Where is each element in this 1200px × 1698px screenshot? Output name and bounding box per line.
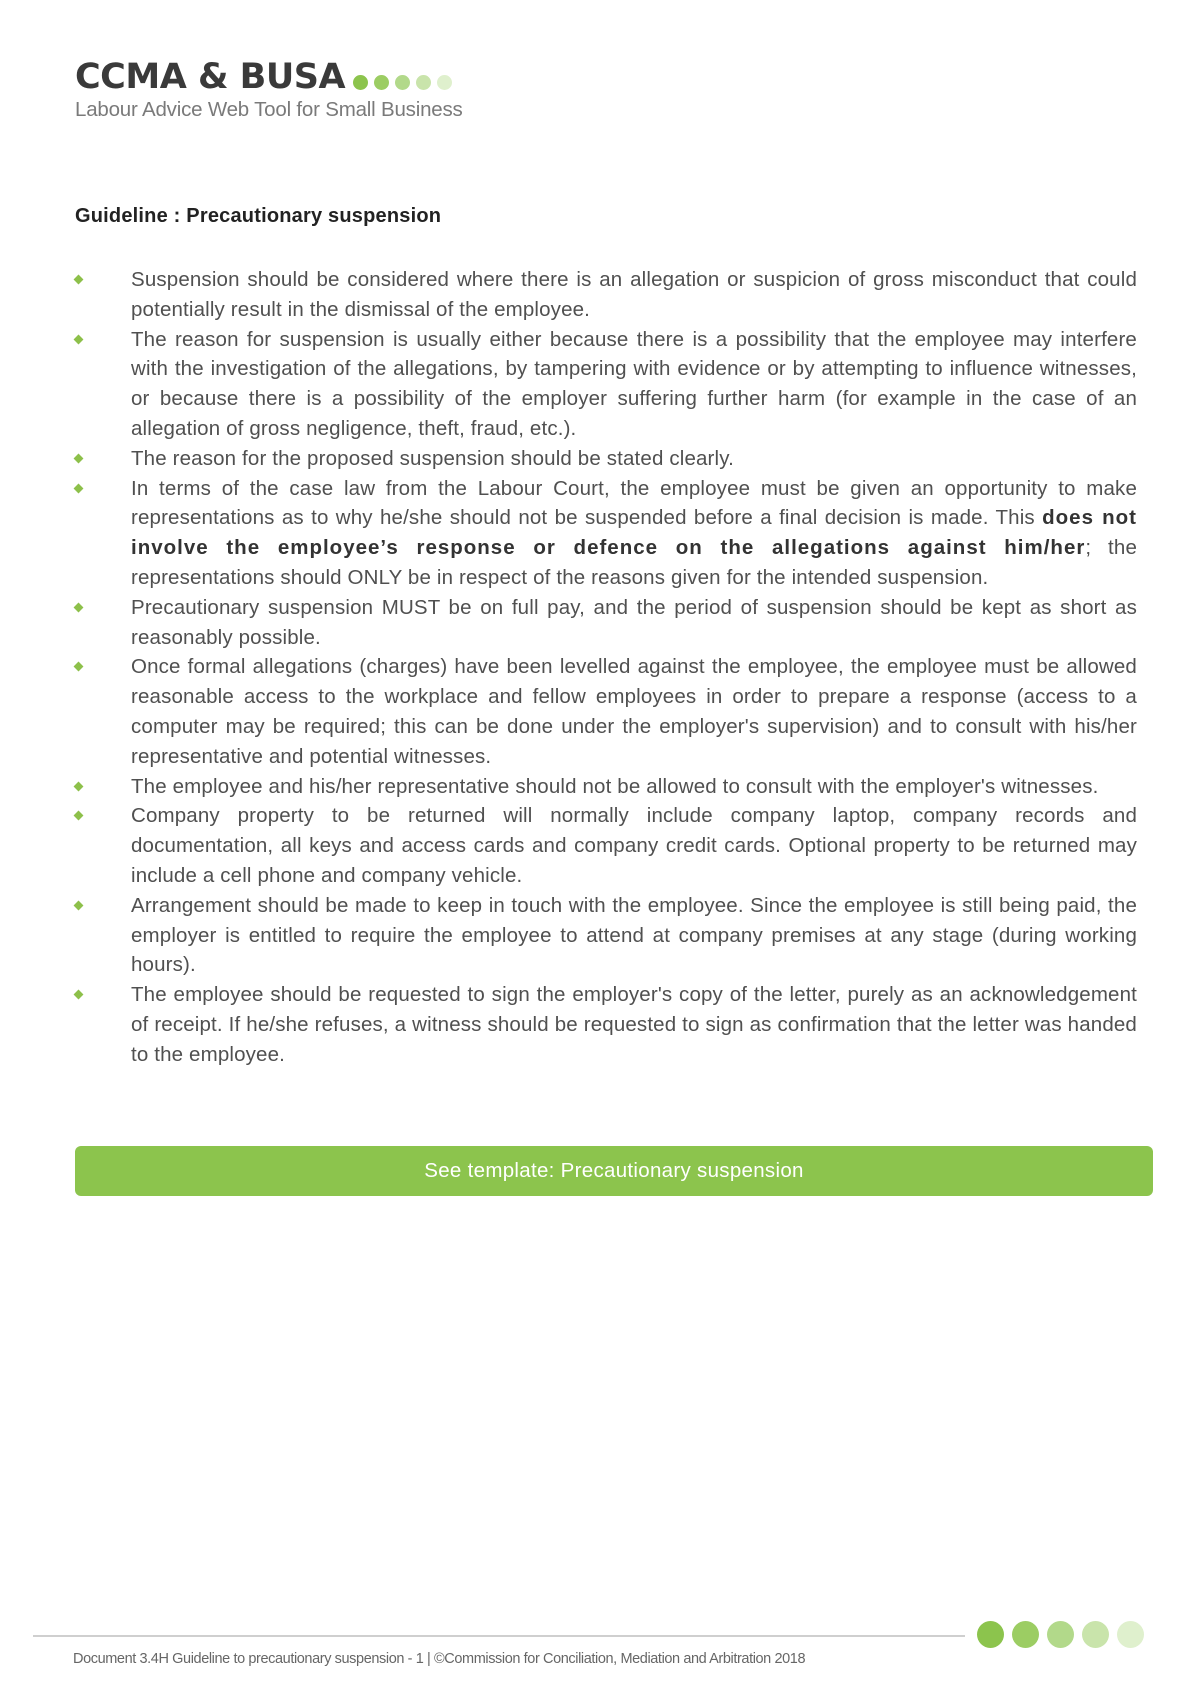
footer-dots (977, 1621, 1152, 1648)
bullet-item (75, 652, 1137, 771)
bullet-text: Precautionary suspension MUST be on full pay, and the period of suspension should be kept as short as reasonably possible. (131, 595, 1137, 649)
bullet-text: The reason for suspension is usually either because there is a possibility that the employee may interfere with the investigation of the allegations, by tampering with evidence or by attempting to influence witnesses, or because there is a possibility of the employer suffering further harm (for example in the case of an allegation of gross negligence, theft, fraud, etc.). (131, 327, 1137, 440)
logo-dot (416, 75, 431, 90)
bullet-text: Once formal allegations (charges) have been levelled against the employee, the employee must be allowed reasonable access to the workplace and fellow employees in order to prepare a response (access to a computer may be required; this can be done under the employer's supervision) and to consult with his/her representative and potential witnesses. (131, 655, 1137, 768)
footer-dot (1012, 1621, 1039, 1648)
bullet-text: The employee and his/her representative should not be allowed to consult with the employer's witnesses. (131, 774, 1099, 798)
bullet-diamond-icon (74, 602, 84, 612)
bullet-item (75, 801, 1137, 890)
bullet-item (75, 980, 1137, 1069)
bullet-text: In terms of the case law from the Labour Court, the employee must be given an opportunity to make representations as to why he/she should not be suspended before a final decision is made. This (131, 476, 1137, 530)
footer-dot (1082, 1621, 1109, 1648)
logo-dot (395, 75, 410, 90)
bullet-diamond-icon (74, 334, 84, 344)
bullet-diamond-icon (74, 781, 84, 791)
bullet-diamond-icon (74, 662, 84, 672)
bullet-item (75, 265, 1137, 325)
bullet-text: Suspension should be considered where there is an allegation or suspicion of gross misconduct that could potentially result in the dismissal of the employee. (131, 268, 1137, 321)
bullet-list (75, 265, 1137, 1070)
logo-name: CCMA & BUSA (75, 57, 346, 97)
bullet-item (75, 325, 1137, 444)
bullet-item (75, 474, 1137, 593)
logo-tagline: Labour Advice Web Tool for Small Business (75, 98, 463, 121)
footer-divider (33, 1635, 965, 1637)
logo (75, 56, 463, 122)
bullet-diamond-icon (74, 990, 84, 1000)
bullet-diamond-icon (74, 453, 84, 463)
footer-dot (1117, 1621, 1144, 1648)
bullet-text: Company property to be returned will normally include company laptop, company records and documentation, all keys and access cards and company credit cards. Optional property to be returned may include a cell phone and company vehicle. (131, 804, 1137, 887)
footer-text: Document 3.4H Guideline to precautionary suspension - 1 | ©Commission for Conciliation, Mediation and Arbitration 2018 (73, 1651, 806, 1667)
logo-dot (374, 75, 389, 90)
bullet-diamond-icon (74, 483, 84, 493)
bullet-item (75, 891, 1137, 980)
bullet-bold-text: does not involve the employee’s response or defence on the allegations against him/her (131, 506, 1137, 560)
logo-dot (437, 75, 452, 90)
document-title: Guideline : Precautionary suspension (75, 205, 442, 227)
bullet-item (75, 593, 1137, 653)
bullet-item (75, 772, 1137, 802)
bullet-text: Arrangement should be made to keep in touch with the employee. Since the employee is still being paid, the employer is entitled to require the employee to attend at company premises at any stage (during working hours). (131, 893, 1137, 977)
logo-dot (353, 75, 368, 90)
bullet-text: The reason for the proposed suspension should be stated clearly. (131, 446, 734, 470)
see-template-button[interactable]: See template: Precautionary suspension (75, 1146, 1153, 1196)
bullet-diamond-icon (74, 811, 84, 821)
bullet-text: ; the representations should ONLY be in respect of the reasons given for the intended suspension. (131, 536, 1137, 589)
footer-dot (1047, 1621, 1074, 1648)
footer-dot (977, 1621, 1004, 1648)
bullet-text: The employee should be requested to sign the employer's copy of the letter, purely as an acknowledgement of receipt. If he/she refuses, a witness should be requested to sign as confirmation that the letter was handed to the employee. (131, 983, 1137, 1066)
bullet-diamond-icon (74, 900, 84, 910)
logo-dots (353, 75, 458, 90)
bullet-diamond-icon (74, 275, 84, 285)
bullet-item (75, 444, 1137, 474)
logo-title-row (75, 56, 463, 98)
